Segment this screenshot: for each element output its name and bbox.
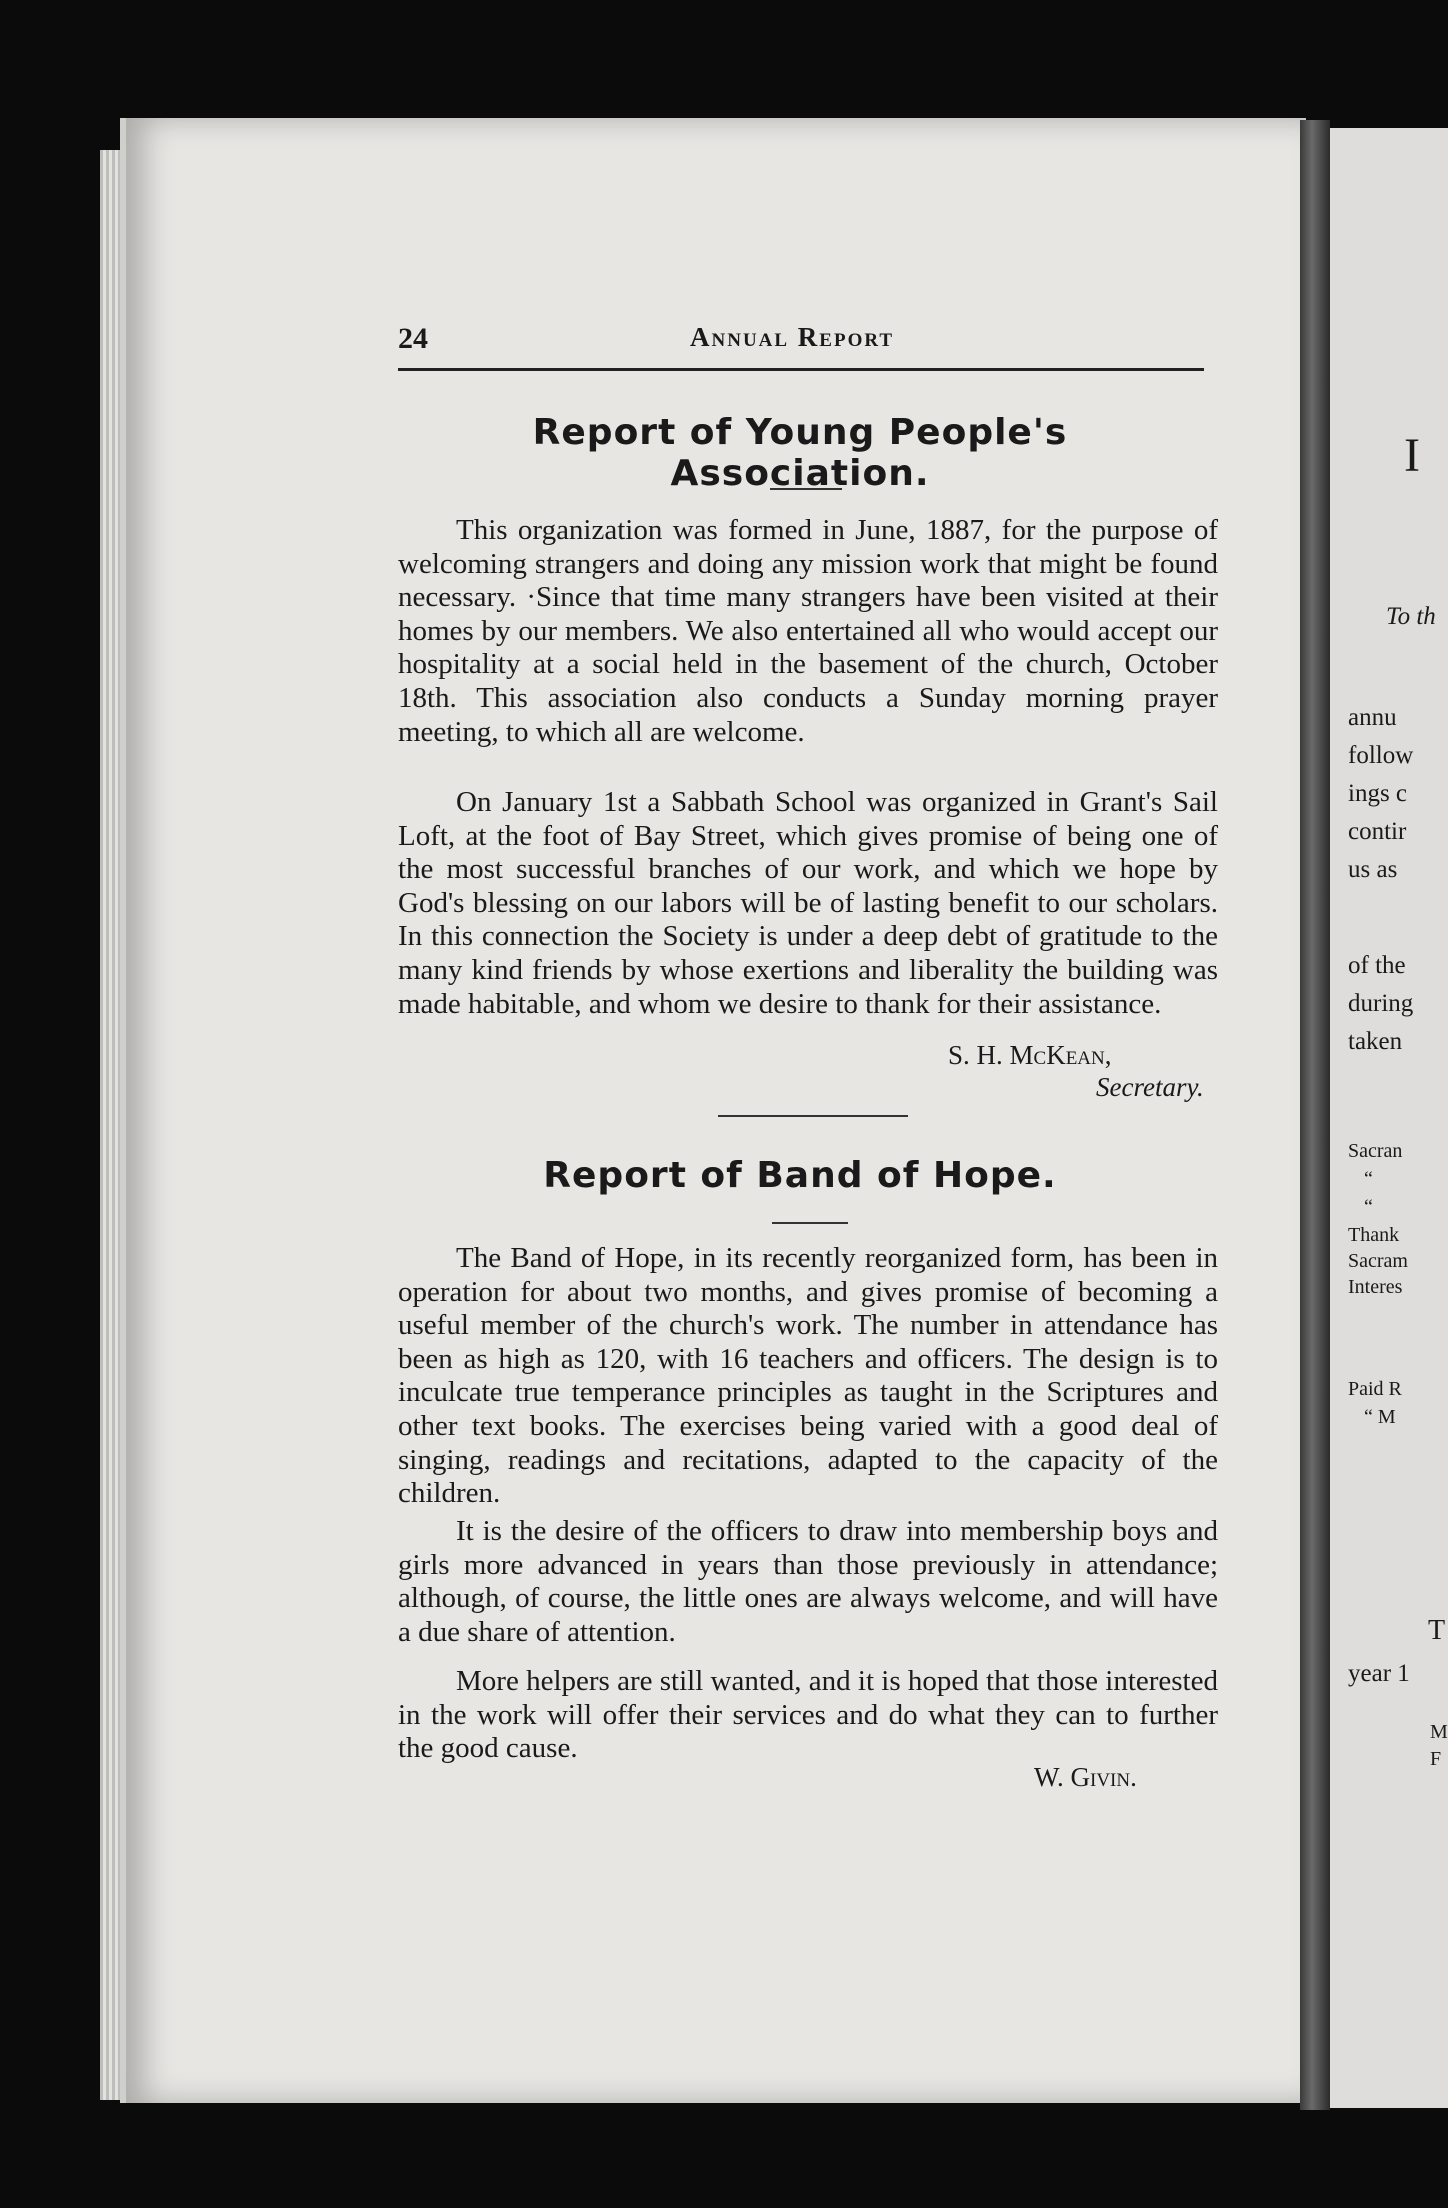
adjacent-fragment: year 1 bbox=[1348, 1660, 1410, 1687]
adjacent-page bbox=[1330, 128, 1448, 2108]
adjacent-fragment: “ bbox=[1364, 1196, 1373, 1218]
title-rule bbox=[772, 1222, 848, 1224]
adjacent-fragment: of the bbox=[1348, 952, 1406, 979]
adjacent-fragment: annu bbox=[1348, 704, 1397, 731]
adjacent-fragment: M bbox=[1430, 1721, 1448, 1743]
paragraph: The Band of Hope, in its recently reorganized form, has been in operation for about two months, and gives promise of becoming a useful member of the church's work. The number in attendance has been as high as 120, with 16 teachers and officers. The design is to inculcate true temperance principles as taught in the Scriptures and other text books. The exercises being varied with a good deal of singing, readings and recitations, adapted to the capacity of the children. bbox=[398, 1242, 1218, 1510]
adjacent-fragment: contir bbox=[1348, 818, 1407, 845]
adjacent-fragment: during bbox=[1348, 990, 1414, 1017]
paragraph: More helpers are still wanted, and it is hoped that those interested in the work will offer their services and do what they can to further the good cause. bbox=[398, 1665, 1218, 1765]
adjacent-fragment: ings c bbox=[1348, 780, 1408, 807]
signature-title: Secretary. bbox=[1096, 1072, 1204, 1102]
title-rule bbox=[770, 488, 842, 490]
adjacent-fragment: Interes bbox=[1348, 1276, 1403, 1298]
adjacent-fragment: I bbox=[1404, 429, 1420, 482]
signature-name: W. Givin. bbox=[1034, 1762, 1137, 1792]
paragraph: It is the desire of the officers to draw into membership boys and girls more advanced in years than those previously in attendance; although, of course, the little ones are always welcome, and will have a due share of attention. bbox=[398, 1515, 1218, 1648]
page-number: 24 bbox=[398, 322, 428, 355]
signature-name: S. H. McKean, bbox=[948, 1040, 1112, 1070]
paragraph: This organization was formed in June, 1887, for the purpose of welcoming strangers and doing any mission work that might be found necessary. ·Since that time many strangers have been visited at their homes by our members. We also entertained all who would accept our hospitality at a social held in the basement of the church, October 18th. This association also conducts a Sunday morning prayer meeting, to which all are welcome. bbox=[398, 514, 1218, 748]
adjacent-fragment: taken bbox=[1348, 1028, 1403, 1055]
section-title-young-peoples: Report of Young People's Association. bbox=[532, 412, 1068, 494]
adjacent-fragment: Sacran bbox=[1348, 1140, 1403, 1162]
adjacent-fragment: To th bbox=[1386, 603, 1436, 630]
section-divider bbox=[718, 1115, 908, 1117]
section-title-band-of-hope: Report of Band of Hope. bbox=[543, 1155, 1057, 1196]
adjacent-fragment: Sacram bbox=[1348, 1250, 1408, 1272]
header-rule bbox=[398, 368, 1204, 371]
adjacent-fragment: T bbox=[1428, 1615, 1446, 1646]
running-title: Annual Report bbox=[690, 322, 895, 352]
adjacent-fragment: us as bbox=[1348, 856, 1398, 883]
adjacent-fragment: “ M bbox=[1364, 1406, 1396, 1428]
adjacent-fragment: “ bbox=[1364, 1168, 1373, 1190]
adjacent-fragment: follow bbox=[1348, 742, 1414, 769]
adjacent-fragment: Paid R bbox=[1348, 1378, 1402, 1400]
adjacent-fragment: F bbox=[1430, 1748, 1442, 1770]
book-gutter bbox=[1300, 120, 1330, 2110]
paragraph: On January 1st a Sabbath School was organized in Grant's Sail Loft, at the foot of Bay Street, which gives promise of being one of the most successful branches of our work, and which we hope by God's blessing on our labors will be of lasting benefit to our scholars. In this connection the Society is under a deep debt of gratitude to the many kind friends by whose exertions and liberality the building was made habitable, and whom we desire to thank for their assistance. bbox=[398, 786, 1218, 1020]
adjacent-fragment: Thank bbox=[1348, 1224, 1400, 1246]
